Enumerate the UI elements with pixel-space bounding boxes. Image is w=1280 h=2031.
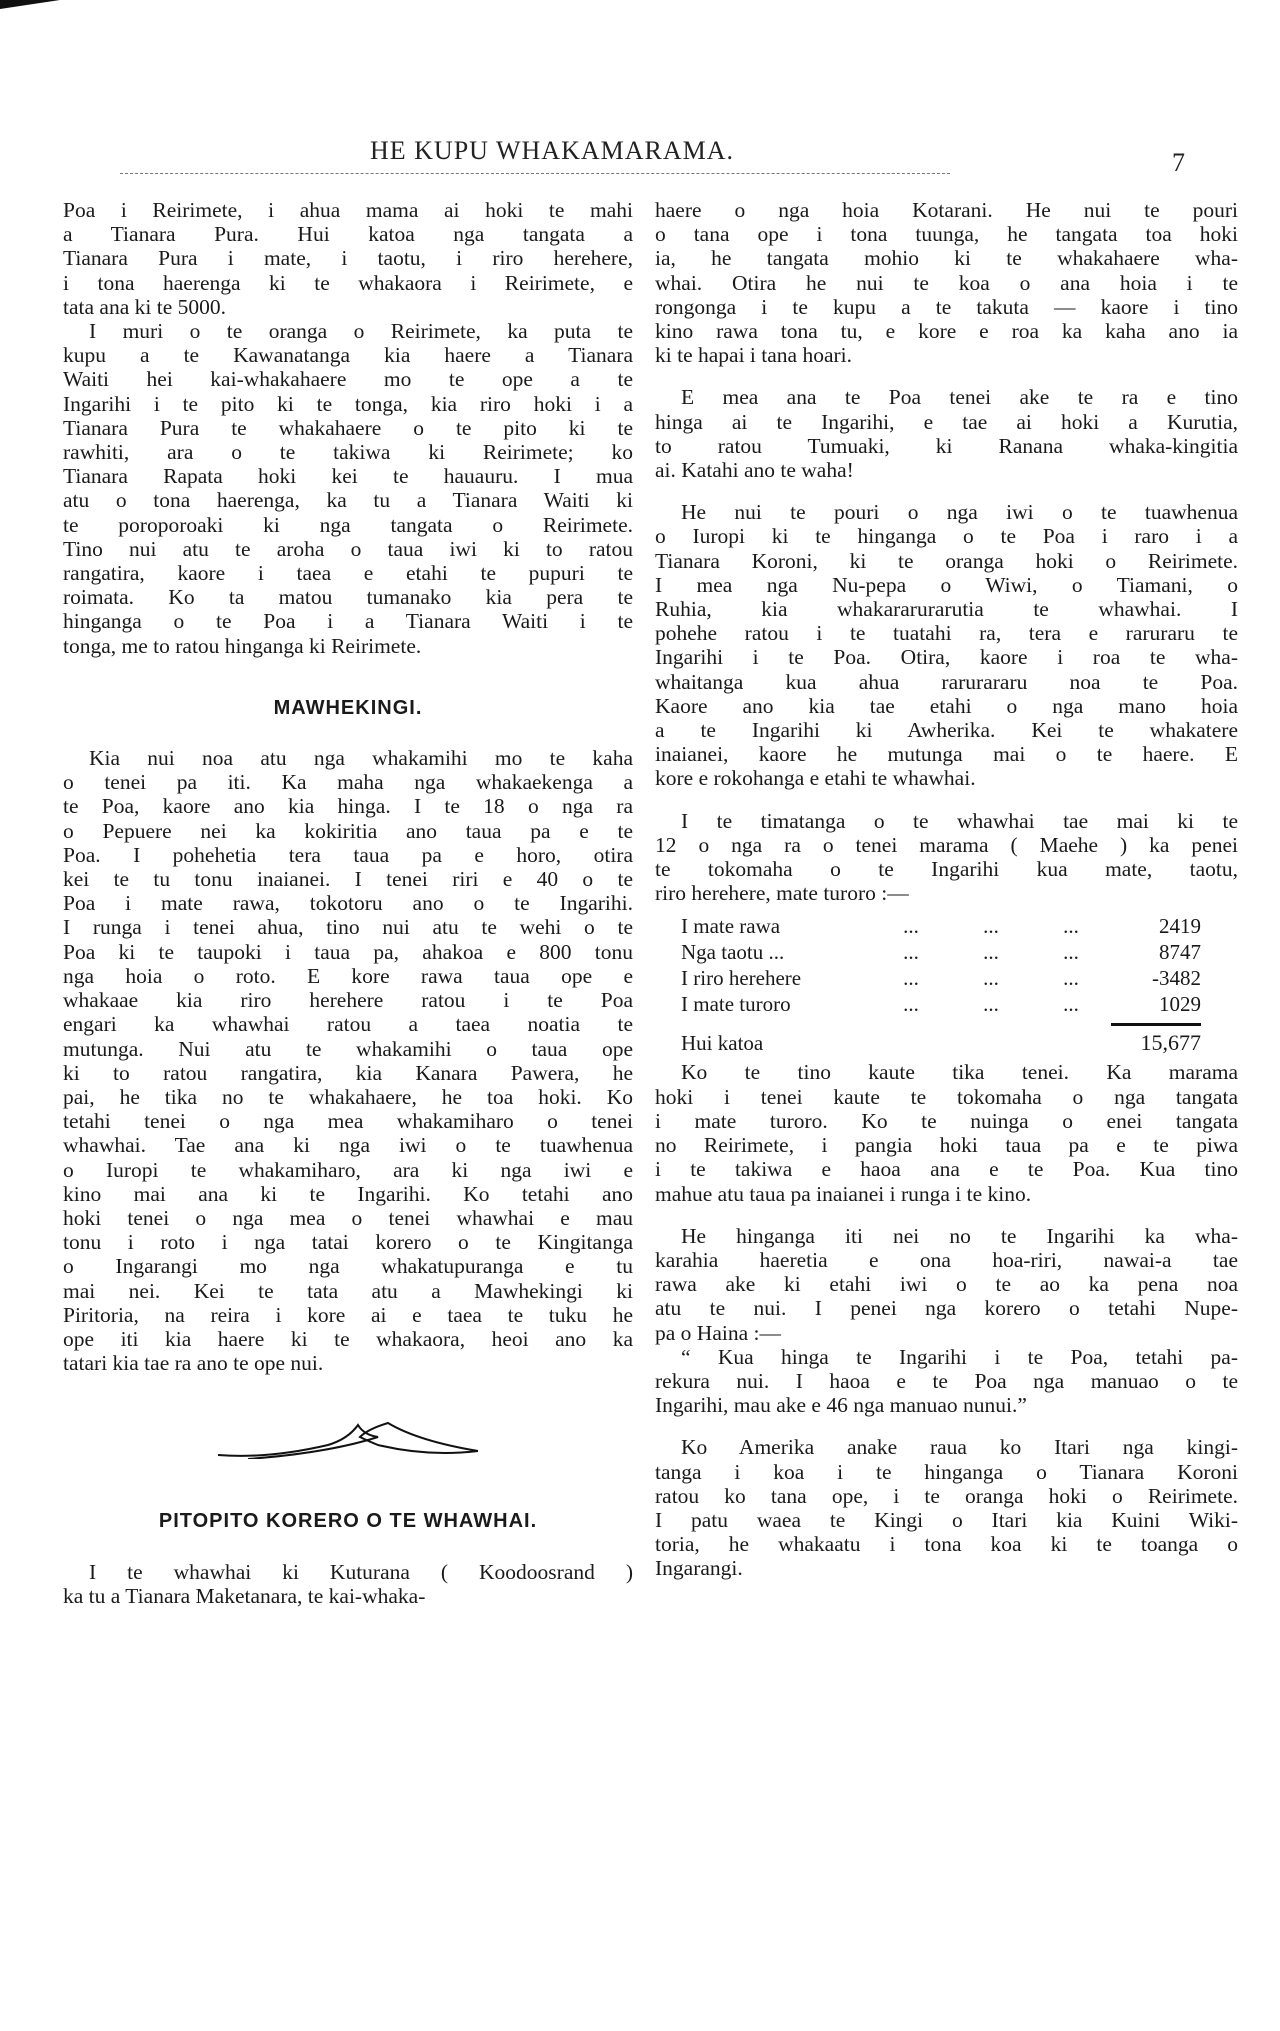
text-line: hoki tenei o nga mea o tenei whawhai e mau — [63, 1205, 633, 1230]
text-line: Kia nui noa atu nga whakamihi mo te kaha — [89, 746, 633, 771]
paragraph — [63, 198, 633, 319]
text-line: rangatira, kaore i taea e etahi te pupuri te — [63, 561, 633, 586]
text-line: to ratou Tumuaki, ki Ranana whaka-kingitia — [655, 433, 1238, 458]
text-line: hoki i tenei kaute te tokomaha o nga tangata — [655, 1084, 1238, 1109]
section-heading-pitopito: PITOPITO KORERO O TE WHAWHAI. — [158, 1510, 538, 1533]
paragraph — [63, 319, 633, 658]
text-line: tetahi tenei o nga mea whakamiharo o tenei — [63, 1109, 633, 1134]
paragraph — [655, 1224, 1238, 1345]
text-line: tatari kia tae ra ano te ope nui. — [63, 1351, 324, 1376]
row-label: I mate rawa — [681, 914, 781, 939]
text-line: atu te nui. I penei nga korero o tetahi Nupe- — [655, 1296, 1238, 1321]
text-line: Poa i Reirimete, i ahua mama ai hoki te mahi — [63, 198, 633, 222]
text-line: Ingarihi i te pito ki te tonga, kia riro hoki i a — [63, 391, 633, 416]
header-rule — [120, 173, 950, 174]
text-line: ia, he tangata mohio ki te whakahaere wha- — [655, 246, 1238, 271]
running-head — [0, 136, 1280, 176]
text-line: Ingarihi, mau ake e 46 nga manuao nunui.” — [655, 1393, 1027, 1418]
text-line: inaianei, kaore he mutunga mai o te haere. E — [655, 742, 1238, 767]
text-line: E mea ana te Poa tenei ake te ra e tino — [681, 385, 1238, 410]
text-line: Ko Amerika anake raua ko Itari nga kingi- — [681, 1435, 1238, 1460]
text-line: rekura nui. I haoa e te Poa nga manuao o te — [655, 1368, 1238, 1393]
text-line: tonu i roto i nga tatai korero o te Kingitanga — [63, 1230, 633, 1255]
text-line: whai. Otira he nui te koa o ana hoia i te — [655, 270, 1238, 295]
text-line: ki to ratou rangatira, kia Kanara Pawera, he — [63, 1060, 633, 1085]
text-line: ki te hapai i tana hoari. — [655, 343, 853, 368]
text-line: o Iuropi te whakamiharo, ara ki nga iwi e — [63, 1157, 633, 1182]
text-line: “ Kua hinga te Ingarihi i te Poa, tetahi pa- — [681, 1344, 1238, 1369]
text-line: Ko te tino kaute tika tenei. Ka marama — [681, 1060, 1238, 1085]
leader-dots: ... ... ... — [903, 914, 1079, 939]
text-line: Poa ki te taupoki i taua pa, ahakoa e 800 tonu — [63, 939, 633, 964]
text-line: Kaore ano kia tae etahi o nga mano hoia — [655, 693, 1238, 718]
text-line: o tana ope i tona tuunga, he tangata toa hoki — [655, 222, 1238, 247]
text-line: Tianara Koroni, ki te oranga hoki o Reirimete. — [655, 548, 1238, 573]
text-line: o Pepuere nei ka kokiritia ano taua pa e te — [63, 818, 633, 843]
text-line: He hinganga iti nei no te Ingarihi ka wha- — [681, 1223, 1238, 1248]
paragraph — [655, 500, 1238, 790]
text-line: pohehe ratou i te tuatahi ra, tera e raruraru te — [655, 621, 1238, 646]
text-line: Piritoria, na reira i kore ai e taea te tuku he — [63, 1302, 633, 1327]
text-line: kupu a te Kawanatanga kia haere a Tianara — [63, 343, 633, 368]
flourish-ornament-icon — [208, 1415, 488, 1459]
text-line: a te Ingarihi ki Awherika. Kei te whakatere — [655, 718, 1238, 743]
text-line: I te timatanga o te whawhai tae mai ki te — [681, 808, 1238, 833]
text-line: kei te tu tonu inaianei. I tenei riri e 40 o te — [63, 867, 633, 892]
row-label: Nga taotu ... — [681, 940, 785, 965]
table-row — [681, 913, 1201, 939]
total-rule — [1111, 1023, 1201, 1026]
text-line: kore e rokohanga e etahi te whawhai. — [655, 766, 976, 791]
text-line: mutunga. Nui atu te whakamihi o taua ope — [63, 1036, 633, 1061]
text-line: kino mai ana ki te Ingarihi. Ko tetahi ano — [63, 1181, 633, 1206]
text-line: mai nei. Kei te tata atu a Mawhekingi ki — [63, 1278, 633, 1303]
text-line: Waiti hei kai-whakahaere mo te ope a te — [63, 367, 633, 392]
text-line: I runga i tenei ahua, tino nui atu te wehi o te — [63, 915, 633, 940]
leader-dots: ... ... ... — [903, 992, 1079, 1017]
paragraph — [63, 1560, 633, 1608]
text-line: pa o Haina :— — [655, 1320, 781, 1345]
text-line: whawhai. Tae ana ki nga iwi o te tuawhenua — [63, 1133, 633, 1158]
text-line: ope iti kia haere ki te whakaora, heoi ano ka — [63, 1326, 633, 1351]
running-title: HE KUPU WHAKAMARAMA. — [370, 136, 735, 165]
left-column — [63, 198, 633, 1608]
text-line: nga hoia o roto. E kore rawa taua ope e — [63, 963, 633, 988]
text-line: i tona haerenga ki te whakaora i Reirimete, e — [63, 270, 633, 295]
row-value: -3482 — [1152, 966, 1201, 991]
text-line: rawa ake ki etahi iwi o te ao ka pena noa — [655, 1272, 1238, 1297]
row-label: I riro herehere — [681, 966, 802, 991]
text-line: roimata. Ko ta matou tumanako kia pera te — [63, 585, 633, 610]
paragraph — [655, 198, 1238, 367]
text-line: rongonga i te kupu a te takuta — kaore i tino — [655, 294, 1238, 319]
text-line: karahia haeretia e ona hoa-riri, nawai-a tae — [655, 1247, 1238, 1272]
section-heading-mawhekingi: MAWHEKINGI. — [273, 696, 423, 719]
leader-dots: ... ... ... — [903, 940, 1079, 965]
table-total-row — [681, 1030, 1201, 1056]
text-line: atu o tona haerenga, ka tu a Tianara Waiti ki — [63, 488, 633, 513]
text-line: o tenei pa iti. Ka maha nga whakaekenga a — [63, 770, 633, 795]
leader-dots: ... ... ... — [903, 966, 1079, 991]
text-line: I muri o te oranga o Reirimete, ka puta te — [89, 319, 633, 344]
text-line: mahue atu taua pa inaianei i runga i te kino. — [655, 1181, 1032, 1206]
text-line: I mea nga Nu-pepa o Wiwi, o Tiamani, o — [655, 572, 1238, 597]
row-label: I mate turoro — [681, 992, 791, 1017]
text-line: te tokomaha o te Ingarihi kua mate, taotu, — [655, 857, 1238, 882]
table-row — [681, 965, 1201, 991]
text-line: tonga, me to ratou hinganga ki Reirimete. — [63, 633, 422, 658]
text-line: He nui te pouri o nga iwi o te tuawhenua — [681, 500, 1238, 525]
row-value: 2419 — [1159, 914, 1201, 939]
table-row — [681, 939, 1201, 965]
right-column — [655, 198, 1238, 1581]
total-value: 15,677 — [1140, 1030, 1201, 1056]
text-line: Tianara Rapata hoki kei te hauauru. I mua — [63, 464, 633, 489]
text-line: Tianara Pura i mate, i taotu, i riro herehere, — [63, 246, 633, 271]
text-line: Tianara Pura te whakahaere o te pito ki te — [63, 415, 633, 440]
text-line: kino rawa tona tu, e kore e roa ka kaha ano ia — [655, 319, 1238, 344]
text-line: te poroporoaki ki nga tangata o Reirimete. — [63, 512, 633, 537]
text-line: whaitanga kua ahua rarurararu noa te Poa. — [655, 669, 1238, 694]
text-line: tata ana ki te 5000. — [63, 294, 226, 319]
paragraph — [655, 809, 1238, 906]
scan-edge-mark — [0, 0, 60, 10]
text-line: I te whawhai ki Kuturana ( Koodoosrand ) — [89, 1559, 633, 1584]
row-value: 1029 — [1159, 992, 1201, 1017]
page-number: 7 — [1172, 148, 1185, 177]
text-line: a Tianara Pura. Hui katoa nga tangata a — [63, 222, 633, 247]
text-line: hinganga o te Poa i a Tianara Waiti i te — [63, 609, 633, 634]
text-line: toria, he whakaatu i tona koa ki te toanga o — [655, 1532, 1238, 1557]
text-line: Ingarangi. — [655, 1556, 743, 1581]
table-row — [681, 991, 1201, 1017]
text-line: 12 o nga ra o tenei marama ( Maehe ) ka penei — [655, 832, 1238, 857]
casualty-table — [681, 913, 1201, 1056]
text-line: ratou ko tana ope, i te oranga hoki o Reirimete. — [655, 1483, 1238, 1508]
text-line: i te takiwa e haoa ana e te Poa. Kua tino — [655, 1157, 1238, 1182]
paragraph — [655, 1435, 1238, 1580]
text-line: whakaae kia riro herehere ratou i te Poa — [63, 988, 633, 1013]
text-line: Ruhia, kia whakararurarutia te whawhai. I — [655, 597, 1238, 622]
text-line: hinga ai te Ingarihi, e tae ai hoki a Kurutia, — [655, 409, 1238, 434]
text-line: no Reirimete, i pangia hoki taua pa e te piwa — [655, 1133, 1238, 1158]
text-line: I patu waea te Kingi o Itari kia Kuini Wiki- — [655, 1507, 1238, 1532]
text-line: ka tu a Tianara Maketanara, te kai-whaka- — [63, 1583, 426, 1608]
text-line: te Poa, kaore ano kia hinga. I te 18 o nga ra — [63, 794, 633, 819]
text-line: pai, he tika no te whakahaere, he toa hoki. Ko — [63, 1084, 633, 1109]
text-line: Poa i mate rawa, tokotoru ano o te Ingarihi. — [63, 891, 633, 916]
text-line: Ingarihi i te Poa. Otira, kaore i roa te wha- — [655, 645, 1238, 670]
text-line: ai. Katahi ano te waha! — [655, 458, 854, 483]
text-line: riro herehere, mate turoro :— — [655, 881, 909, 906]
text-line: tanga i koa i te hinganga o Tianara Koroni — [655, 1459, 1238, 1484]
paragraph — [655, 1060, 1238, 1205]
total-label: Hui katoa — [681, 1031, 764, 1056]
paragraph — [655, 385, 1238, 482]
text-line: i mate turoro. Ko te nuinga o enei tangata — [655, 1108, 1238, 1133]
paragraph — [63, 746, 633, 1375]
text-line: engari ka whawhai ratou a taea noatia te — [63, 1012, 633, 1037]
text-line: Tino nui atu te aroha o taua iwi ki to ratou — [63, 536, 633, 561]
text-line: Poa. I pohehetia tera taua pa e horo, otira — [63, 842, 633, 867]
text-line: o Iuropi ki te hinganga o te Poa i raro i a — [655, 524, 1238, 549]
text-line: haere o nga hoia Kotarani. He nui te pouri — [655, 198, 1238, 222]
row-value: 8747 — [1159, 940, 1201, 965]
text-line: o Ingarangi mo nga whakatupuranga e tu — [63, 1254, 633, 1279]
text-line: rawhiti, ara o te takiwa ki Reirimete; ko — [63, 440, 633, 465]
quotation — [655, 1345, 1238, 1418]
